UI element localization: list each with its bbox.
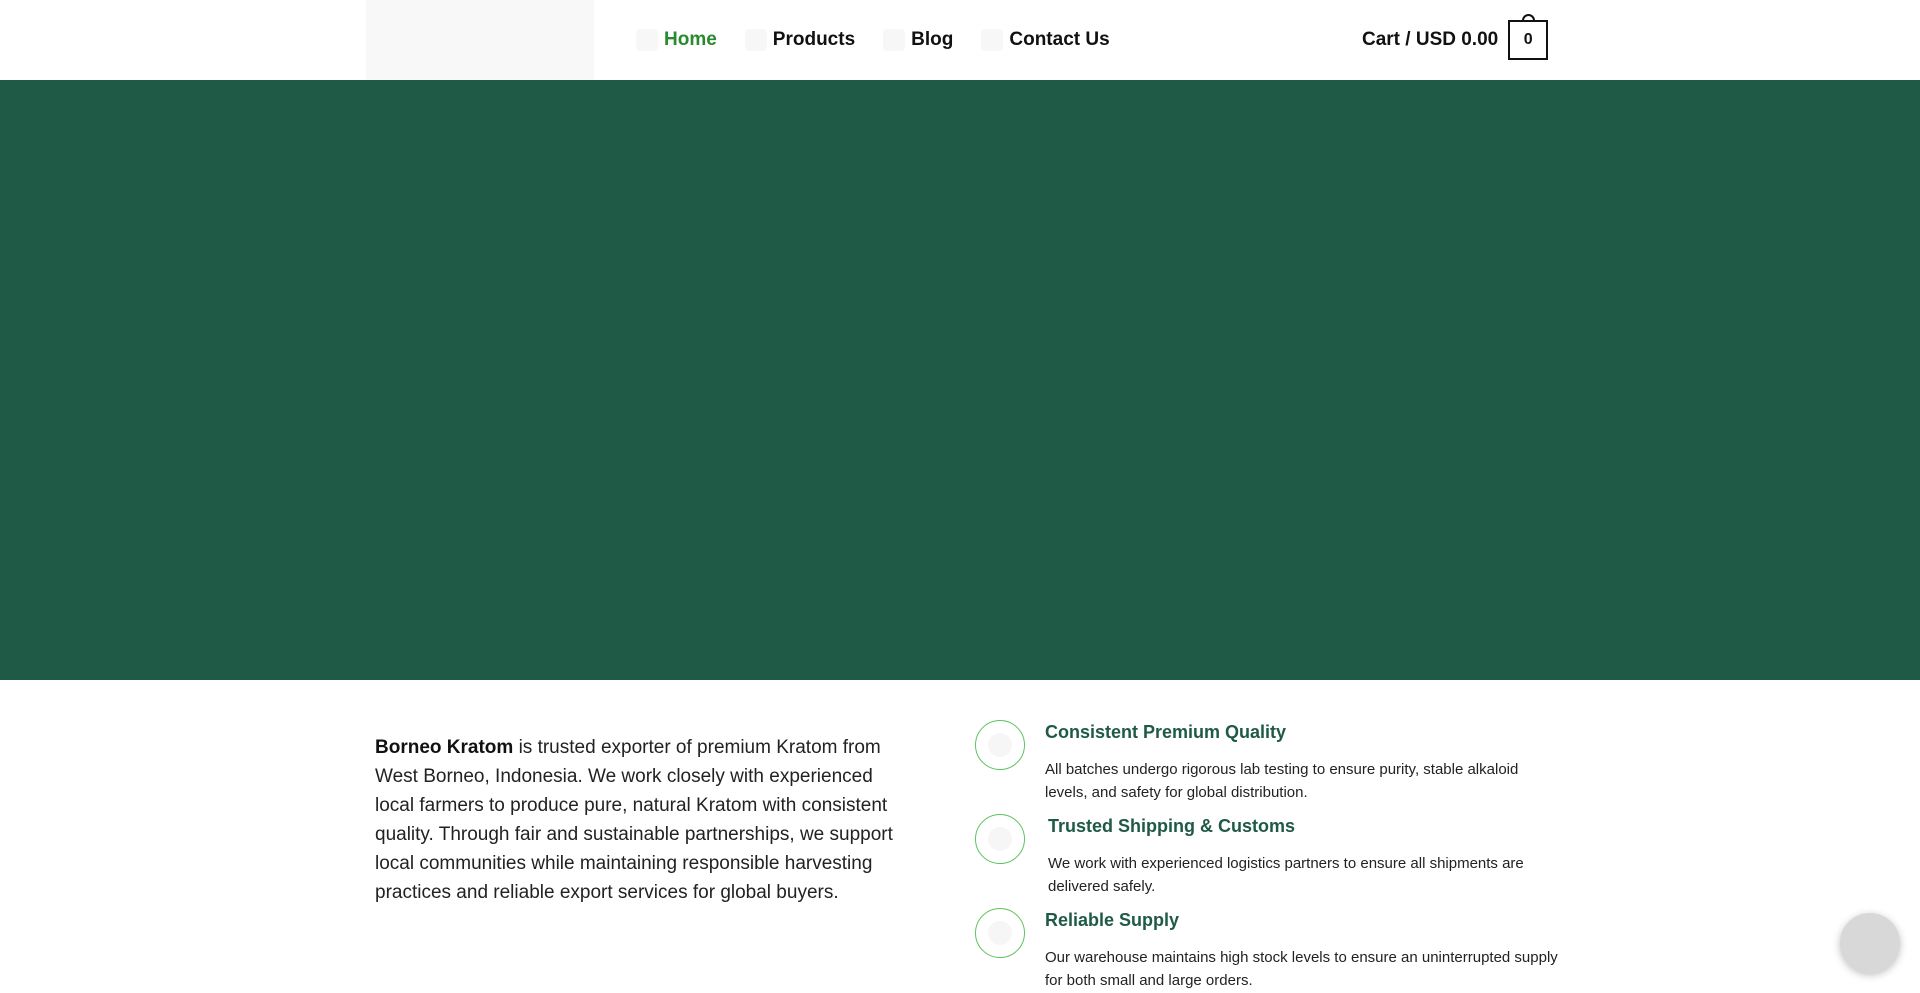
blog-icon xyxy=(883,29,905,51)
nav-item-blog[interactable] xyxy=(883,29,953,51)
nav-item-contact-us[interactable] xyxy=(981,29,1109,51)
nav-item-products[interactable] xyxy=(745,29,855,51)
hero-banner xyxy=(0,80,1920,680)
cart-count: 0 xyxy=(1523,31,1533,48)
feature-desc: Our warehouse maintains high stock levels to ensure an uninterrupted supply for both small and large orders. xyxy=(1045,949,1558,989)
logo[interactable] xyxy=(366,0,594,80)
about-brand: Borneo Kratom xyxy=(375,737,514,758)
products-icon xyxy=(745,29,767,51)
cart-bag-icon xyxy=(1508,20,1548,60)
about-body: is trusted exporter of premium Kratom from West Borneo, Indonesia. We work closely with experienced local farmers to produce pure, natural Kratom with consistent quality. Through fair and sustainable partnerships, we support local communities while maintaining responsible harvesting practices and reliable export services for global buyers. xyxy=(375,737,893,903)
quality-icon xyxy=(975,720,1025,770)
cart-button[interactable] xyxy=(1362,0,1548,80)
site-header xyxy=(0,0,1920,80)
nav-label: Blog xyxy=(911,29,954,50)
nav-label: Contact Us xyxy=(1009,29,1110,50)
shipping-icon xyxy=(975,814,1025,864)
cart-bag-handle xyxy=(1522,14,1535,22)
home-icon xyxy=(636,29,658,51)
cart-total: Cart / USD 0.00 xyxy=(1362,29,1499,50)
feature-title: Trusted Shipping & Customs xyxy=(1048,816,1296,836)
main-nav xyxy=(636,0,1138,80)
feature-title: Consistent Premium Quality xyxy=(1045,722,1287,742)
contact-icon xyxy=(981,29,1003,51)
supply-icon xyxy=(975,908,1025,958)
feature-title: Reliable Supply xyxy=(1045,910,1180,930)
chat-widget-button[interactable] xyxy=(1840,913,1900,973)
about-text xyxy=(375,733,895,907)
nav-item-home[interactable] xyxy=(636,29,717,51)
feature-desc: We work with experienced logistics partners to ensure all shipments are delivered safely. xyxy=(1048,855,1524,895)
nav-label: Home xyxy=(664,29,717,50)
feature-desc: All batches undergo rigorous lab testing to ensure purity, stable alkaloid levels, and safety for global distribution. xyxy=(1045,761,1519,801)
nav-label: Products xyxy=(772,29,856,50)
